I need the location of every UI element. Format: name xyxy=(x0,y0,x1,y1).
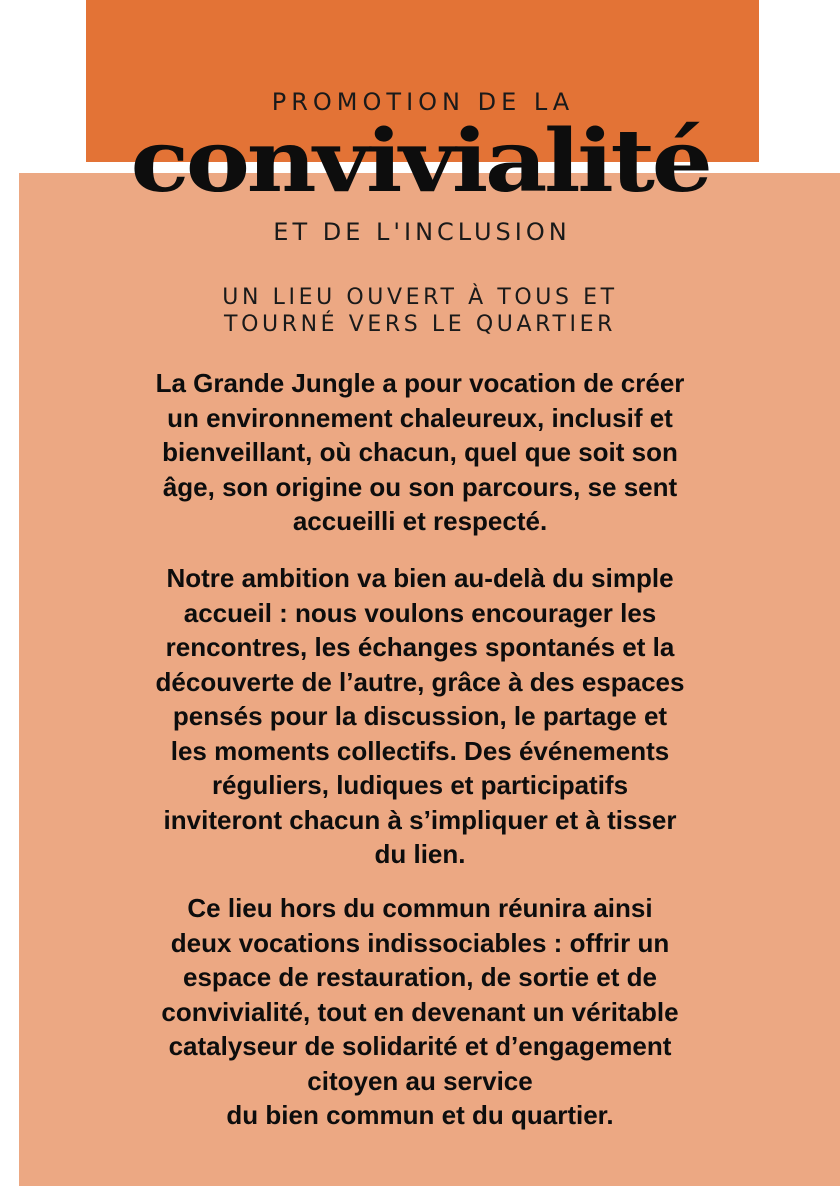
paragraph-line: espace de restauration, de sortie et de xyxy=(183,962,657,992)
paragraph-line: rencontres, les échanges spontanés et la xyxy=(165,632,675,662)
paragraph-line: réguliers, ludiques et participatifs xyxy=(211,770,629,800)
paragraph-line: les moments collectifs. Des événements xyxy=(170,735,670,766)
page-title: convivialité xyxy=(130,111,710,212)
paragraph-line: La Grande Jungle a pour vocation de créer xyxy=(155,368,685,398)
paragraph-line: pensés pour la discussion, le partage et xyxy=(172,701,668,731)
subheading xyxy=(0,284,840,338)
paragraph-ambition xyxy=(60,561,780,872)
paragraph-line: du lien. xyxy=(374,839,466,869)
kicker-top: PROMOTION DE LA xyxy=(271,88,575,116)
paragraph-line: deux vocations indissociables : offrir un xyxy=(170,927,670,958)
paragraph-line: bienveillant, où chacun, quel que soit son xyxy=(162,437,678,467)
paragraph-intro xyxy=(60,366,780,539)
paragraph-line: accueilli et respecté. xyxy=(292,506,548,536)
paragraph-line: accueil : nous voulons encourager les xyxy=(183,597,657,628)
subheading-line: UN LIEU OUVERT À TOUS ET xyxy=(222,285,618,310)
subheading-line: TOURNÉ VERS LE QUARTIER xyxy=(224,312,616,337)
paragraph-vocations xyxy=(60,891,780,1133)
paragraph-line: Ce lieu hors du commun réunira ainsi xyxy=(187,893,653,923)
paragraph-line: âge, son origine ou son parcours, se sent xyxy=(162,471,678,502)
paragraph-line: citoyen au service xyxy=(307,1065,533,1096)
paragraph-line: Notre ambition va bien au-delà du simple xyxy=(166,563,674,593)
paragraph-line: convivialité, tout en devenant un véritable xyxy=(161,996,679,1027)
paragraph-line: catalyseur de solidarité et d’engagement xyxy=(168,1031,672,1061)
paragraph-line: un environnement chaleureux, inclusif et xyxy=(167,402,673,433)
paragraph-line: inviteront chacun à s’impliquer et à tisser xyxy=(163,804,677,835)
kicker-bottom: ET DE L'INCLUSION xyxy=(273,218,571,246)
paragraph-line: du bien commun et du quartier. xyxy=(226,1100,614,1130)
paragraph-line: découverte de l’autre, grâce à des espaces xyxy=(155,666,685,697)
